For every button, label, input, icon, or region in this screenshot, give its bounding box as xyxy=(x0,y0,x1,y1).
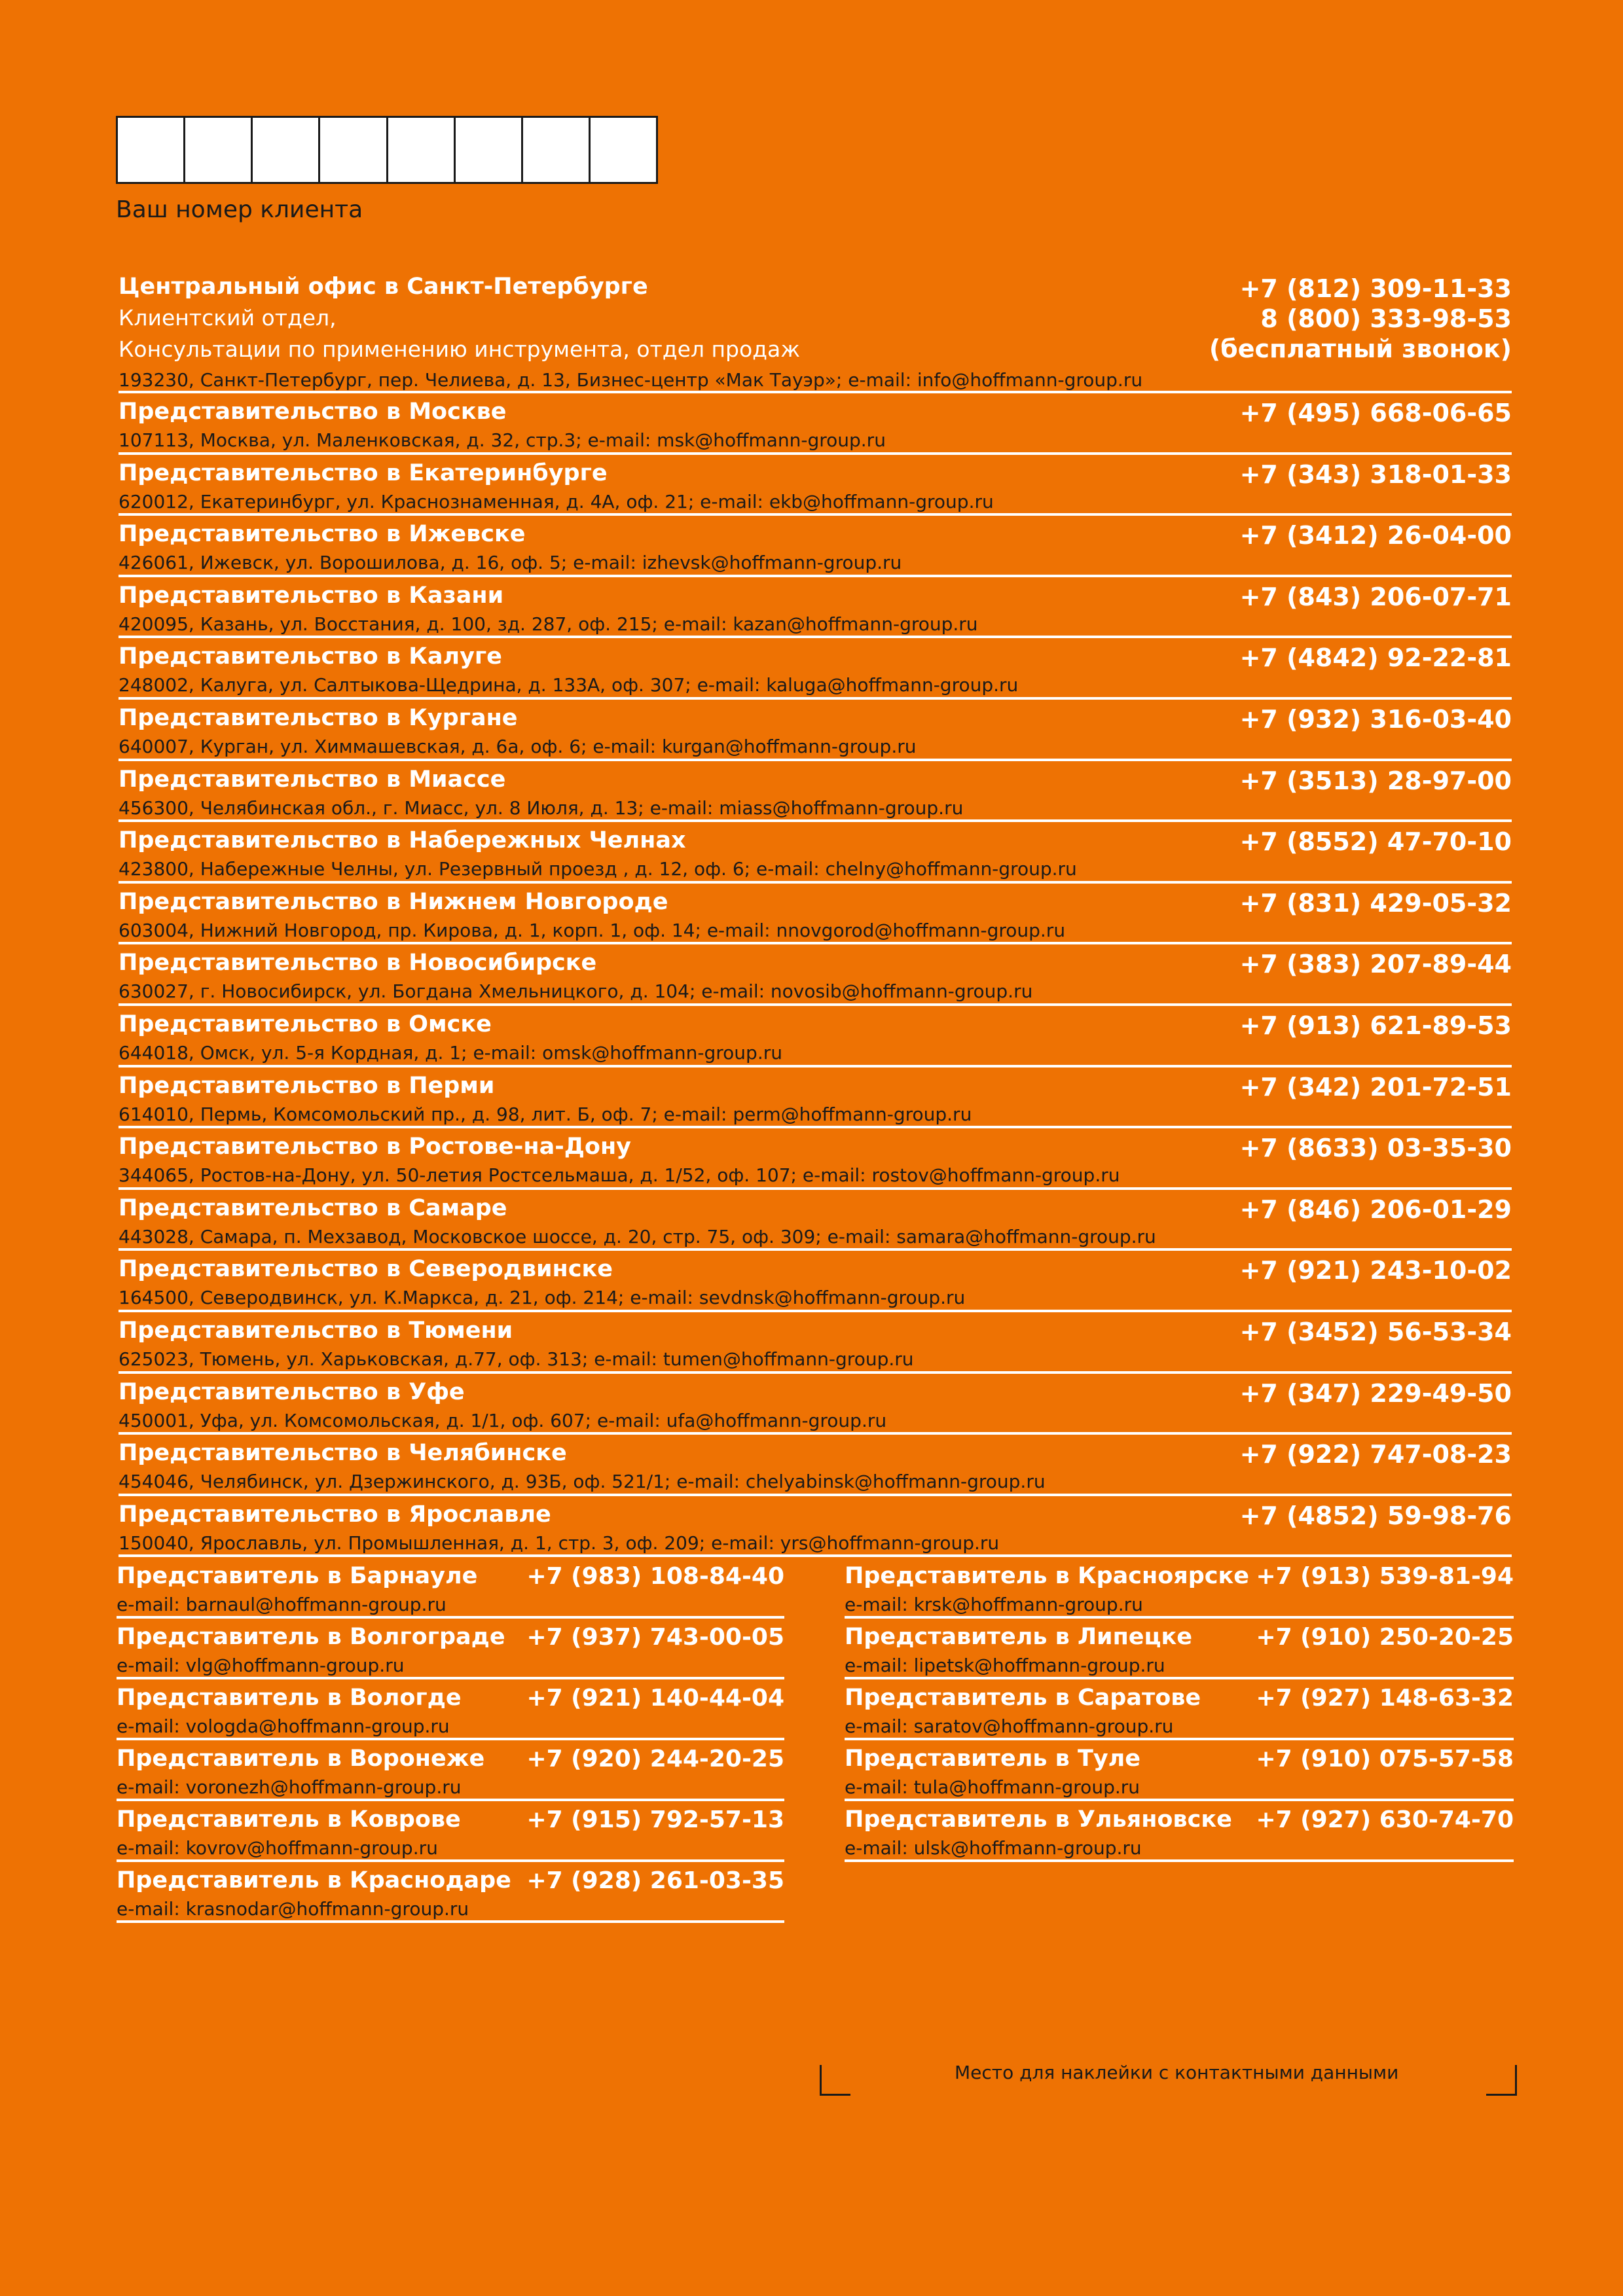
representative-name: Представитель в Краснодаре xyxy=(117,1867,511,1893)
representative-name: Представитель в Барнауле xyxy=(117,1563,478,1589)
head-office-phone-note: (бесплатный звонок) xyxy=(1209,334,1512,363)
representative-email[interactable]: e-mail: voronezh@hoffmann-group.ru xyxy=(117,1776,462,1798)
representative-email[interactable]: e-mail: vologda@hoffmann-group.ru xyxy=(117,1715,450,1737)
representative-name: Представитель в Коврове xyxy=(117,1806,461,1833)
representative-email[interactable]: e-mail: kovrov@hoffmann-group.ru xyxy=(117,1837,438,1859)
office-address: 423800, Набережные Челны, ул. Резервный проезд , д. 12, оф. 6; e-mail: chelny@hoffmann-group.ru xyxy=(119,858,1077,880)
office-phone[interactable]: +7 (8633) 03-35-30 xyxy=(1239,1134,1512,1163)
representative-phone[interactable]: +7 (927) 630-74-70 xyxy=(1256,1806,1514,1833)
client-number-digit-box[interactable] xyxy=(523,118,591,182)
representative-phone[interactable]: +7 (910) 075-57-58 xyxy=(1256,1746,1514,1772)
representative-row xyxy=(845,1558,1514,1619)
office-row xyxy=(119,1251,1512,1312)
office-address: 620012, Екатеринбург, ул. Краснознаменная, д. 4А, оф. 21; e-mail: ekb@hoffmann-group.ru xyxy=(119,490,994,512)
office-row xyxy=(119,700,1512,761)
head-office-phones xyxy=(1209,274,1512,364)
representative-name: Представитель в Волгограде xyxy=(117,1624,505,1650)
representative-row xyxy=(845,1740,1514,1801)
office-name: Представительство в Ярославле xyxy=(119,1501,551,1528)
office-name: Представительство в Ростове-на-Дону xyxy=(119,1134,631,1160)
representative-name: Представитель в Липецке xyxy=(845,1624,1192,1650)
client-number-boxes[interactable] xyxy=(116,116,658,184)
representative-email[interactable]: e-mail: lipetsk@hoffmann-group.ru xyxy=(845,1655,1165,1676)
office-row xyxy=(119,1006,1512,1067)
representative-name: Представитель в Красноярске xyxy=(845,1563,1250,1589)
office-address: 107113, Москва, ул. Маленковская, д. 32, стр.3; e-mail: msk@hoffmann-group.ru xyxy=(119,429,886,451)
office-phone[interactable]: +7 (846) 206-01-29 xyxy=(1239,1194,1512,1224)
office-phone[interactable]: +7 (913) 621-89-53 xyxy=(1239,1011,1512,1040)
client-number-digit-box[interactable] xyxy=(320,118,388,182)
representatives xyxy=(117,1558,1514,1924)
head-office-phone[interactable]: +7 (812) 309-11-33 xyxy=(1239,274,1512,303)
office-address: 248002, Калуга, ул. Салтыкова-Щедрина, д. 133А, оф. 307; e-mail: kaluga@hoffmann-group.ru xyxy=(119,674,1019,696)
representative-phone[interactable]: +7 (913) 539-81-94 xyxy=(1256,1563,1514,1590)
representative-phone[interactable]: +7 (920) 244-20-25 xyxy=(526,1746,784,1772)
office-name: Представительство в Миассе xyxy=(119,766,506,793)
representative-row xyxy=(117,1619,784,1679)
office-phone[interactable]: +7 (932) 316-03-40 xyxy=(1239,704,1512,734)
representative-row xyxy=(117,1679,784,1740)
client-number-label: Ваш номер клиента xyxy=(116,196,363,223)
office-address: 450001, Уфа, ул. Комсомольская, д. 1/1, оф. 607; e-mail: ufa@hoffmann-group.ru xyxy=(119,1409,887,1431)
representative-email[interactable]: e-mail: tula@hoffmann-group.ru xyxy=(845,1776,1140,1798)
representative-email[interactable]: e-mail: vlg@hoffmann-group.ru xyxy=(117,1655,405,1676)
office-phone[interactable]: +7 (3452) 56-53-34 xyxy=(1239,1317,1512,1346)
client-number-digit-box[interactable] xyxy=(388,118,456,182)
representative-email[interactable]: e-mail: ulsk@hoffmann-group.ru xyxy=(845,1837,1142,1859)
representative-phone[interactable]: +7 (983) 108-84-40 xyxy=(526,1563,784,1590)
sticker-corner-mark xyxy=(1486,2065,1517,2096)
office-name: Представительство в Ижевске xyxy=(119,521,526,548)
sticker-corner-mark xyxy=(820,2065,850,2096)
office-row xyxy=(119,1190,1512,1251)
office-row xyxy=(119,455,1512,516)
office-name: Представительство в Тюмени xyxy=(119,1317,513,1344)
office-phone[interactable]: +7 (4842) 92-22-81 xyxy=(1239,643,1512,673)
representative-phone[interactable]: +7 (928) 261-03-35 xyxy=(526,1867,784,1894)
office-row xyxy=(119,884,1512,945)
representative-phone[interactable]: +7 (915) 792-57-13 xyxy=(526,1806,784,1833)
representatives-left-column xyxy=(117,1558,784,1923)
office-row xyxy=(119,822,1512,884)
representative-name: Представитель в Вологде xyxy=(117,1685,462,1711)
office-phone[interactable]: +7 (3412) 26-04-00 xyxy=(1239,521,1512,550)
offices-list xyxy=(119,274,1512,1557)
office-name: Представительство в Казани xyxy=(119,582,504,609)
office-row xyxy=(119,577,1512,639)
representative-row xyxy=(117,1740,784,1801)
representative-phone[interactable]: +7 (937) 743-00-05 xyxy=(526,1624,784,1651)
representative-row xyxy=(117,1862,784,1923)
representative-row xyxy=(845,1619,1514,1679)
office-name: Представительство в Омске xyxy=(119,1011,492,1037)
representative-row xyxy=(117,1558,784,1619)
office-name: Представительство в Набережных Челнах xyxy=(119,827,686,854)
office-address: 614010, Пермь, Комсомольский пр., д. 98, лит. Б, оф. 7; e-mail: perm@hoffmann-group.ru xyxy=(119,1103,972,1125)
office-row xyxy=(119,516,1512,577)
representative-email[interactable]: e-mail: saratov@hoffmann-group.ru xyxy=(845,1715,1174,1737)
representative-name: Представитель в Саратове xyxy=(845,1685,1201,1711)
office-address: 443028, Самара, п. Мехзавод, Московское шоссе, д. 20, стр. 75, оф. 309; e-mail: samara@hoffmann-group.ru xyxy=(119,1225,1156,1247)
representative-email[interactable]: e-mail: krsk@hoffmann-group.ru xyxy=(845,1594,1143,1615)
office-address: 456300, Челябинская обл., г. Миасс, ул. 8 Июля, д. 13; e-mail: miass@hoffmann-group.ru xyxy=(119,797,964,819)
office-name: Представительство в Перми xyxy=(119,1072,495,1099)
office-name: Представительство в Екатеринбурге xyxy=(119,459,608,486)
office-address: 603004, Нижний Новгород, пр. Кирова, д. 1, корп. 1, оф. 14; e-mail: nnovgorod@hoffmann-group.ru xyxy=(119,919,1066,941)
office-row xyxy=(119,1312,1512,1374)
representative-name: Представитель в Ульяновске xyxy=(845,1806,1232,1833)
office-phone[interactable]: +7 (8552) 47-70-10 xyxy=(1239,827,1512,857)
representative-phone[interactable]: +7 (910) 250-20-25 xyxy=(1256,1624,1514,1651)
office-name: Представительство в Калуге xyxy=(119,643,502,670)
office-name: Представительство в Кургане xyxy=(119,704,518,731)
office-address: 640007, Курган, ул. Химмашевская, д. 6а, оф. 6; e-mail: kurgan@hoffmann-group.ru xyxy=(119,735,917,757)
head-office-phone[interactable]: 8 (800) 333-98-53 xyxy=(1260,304,1512,333)
representatives-right-column xyxy=(845,1558,1514,1862)
office-name: Представительство в Новосибирске xyxy=(119,950,597,977)
office-name: Представительство в Самаре xyxy=(119,1194,507,1221)
office-name: Представительство в Нижнем Новгороде xyxy=(119,888,668,915)
office-row xyxy=(119,393,1512,455)
office-name: Представительство в Челябинске xyxy=(119,1440,567,1467)
office-row xyxy=(119,1374,1512,1435)
representative-name: Представитель в Туле xyxy=(845,1746,1141,1772)
office-row xyxy=(119,638,1512,700)
office-row xyxy=(119,944,1512,1006)
office-row xyxy=(119,761,1512,823)
office-address: 164500, Северодвинск, ул. К.Маркса, д. 21, оф. 214; e-mail: sevdnsk@hoffmann-group.ru xyxy=(119,1287,966,1309)
office-address: 454046, Челябинск, ул. Дзержинского, д. 93Б, оф. 521/1; e-mail: chelyabinsk@hoffmann-group.ru xyxy=(119,1471,1046,1493)
representative-row xyxy=(117,1801,784,1862)
office-address: 150040, Ярославль, ул. Промышленная, д. 1, стр. 3, оф. 209; e-mail: yrs@hoffmann-group.ru xyxy=(119,1532,1000,1554)
office-phone[interactable]: +7 (343) 318-01-33 xyxy=(1239,459,1512,489)
client-number-digit-box[interactable] xyxy=(456,118,523,182)
office-phone[interactable]: +7 (4852) 59-98-76 xyxy=(1239,1501,1512,1530)
representative-email[interactable]: e-mail: barnaul@hoffmann-group.ru xyxy=(117,1594,447,1615)
office-phone[interactable]: +7 (3513) 28-97-00 xyxy=(1239,766,1512,795)
office-phone[interactable]: +7 (342) 201-72-51 xyxy=(1239,1072,1512,1102)
office-row xyxy=(119,1128,1512,1190)
office-name: Представительство в Уфе xyxy=(119,1378,465,1405)
head-office-subtitle: Консультации по применению инструмента, отдел продаж xyxy=(119,336,800,362)
office-row xyxy=(119,1496,1512,1558)
representative-email[interactable]: e-mail: krasnodar@hoffmann-group.ru xyxy=(117,1898,469,1920)
head-office-row xyxy=(119,274,1512,393)
office-phone[interactable]: +7 (922) 747-08-23 xyxy=(1239,1440,1512,1469)
office-phone[interactable]: +7 (831) 429-05-32 xyxy=(1239,888,1512,918)
office-name: Представительство в Северодвинске xyxy=(119,1256,613,1283)
office-address: 420095, Казань, ул. Восстания, д. 100, зд. 287, оф. 215; e-mail: kazan@hoffmann-group.ru xyxy=(119,613,978,635)
representative-row xyxy=(845,1801,1514,1862)
office-phone[interactable]: +7 (843) 206-07-71 xyxy=(1239,582,1512,611)
client-number-digit-box[interactable] xyxy=(591,118,656,182)
office-row xyxy=(119,1067,1512,1129)
head-office-subtitle: Клиентский отдел, xyxy=(119,305,337,331)
office-name: Представительство в Москве xyxy=(119,399,507,425)
representative-phone[interactable]: +7 (921) 140-44-04 xyxy=(526,1685,784,1712)
office-address: 630027, г. Новосибирск, ул. Богдана Хмельницкого, д. 104; e-mail: novosib@hoffmann-group.ru xyxy=(119,980,1033,1003)
office-address: 625023, Тюмень, ул. Харьковская, д.77, оф. 313; e-mail: tumen@hoffmann-group.ru xyxy=(119,1348,914,1370)
client-number-digit-box[interactable] xyxy=(253,118,320,182)
office-phone[interactable]: +7 (495) 668-06-65 xyxy=(1239,399,1512,427)
head-office-address: 193230, Санкт-Петербург, пер. Челиева, д. 13, Бизнес-центр «Мак Тауэр»; e-mail: info@hoffmann-group.ru xyxy=(119,369,1143,391)
client-number-digit-box[interactable] xyxy=(118,118,185,182)
representative-phone[interactable]: +7 (927) 148-63-32 xyxy=(1256,1685,1514,1712)
sticker-area-label: Место для наклейки с контактными данными xyxy=(955,2062,1399,2083)
client-number-digit-box[interactable] xyxy=(185,118,253,182)
head-office-name: Центральный офис в Санкт-Петербурге xyxy=(119,274,648,300)
office-phone[interactable]: +7 (383) 207-89-44 xyxy=(1239,950,1512,979)
office-phone[interactable]: +7 (921) 243-10-02 xyxy=(1239,1256,1512,1285)
office-row xyxy=(119,1435,1512,1496)
office-address: 644018, Омск, ул. 5-я Кордная, д. 1; e-mail: omsk@hoffmann-group.ru xyxy=(119,1041,782,1064)
representative-name: Представитель в Воронеже xyxy=(117,1746,485,1772)
office-phone[interactable]: +7 (347) 229-49-50 xyxy=(1239,1378,1512,1408)
representative-row xyxy=(845,1679,1514,1740)
office-address: 426061, Ижевск, ул. Ворошилова, д. 16, оф. 5; e-mail: izhevsk@hoffmann-group.ru xyxy=(119,552,902,574)
office-address: 344065, Ростов-на-Дону, ул. 50-летия Ростсельмаша, д. 1/52, оф. 107; e-mail: rostov@hoffmann-group.ru xyxy=(119,1164,1120,1187)
